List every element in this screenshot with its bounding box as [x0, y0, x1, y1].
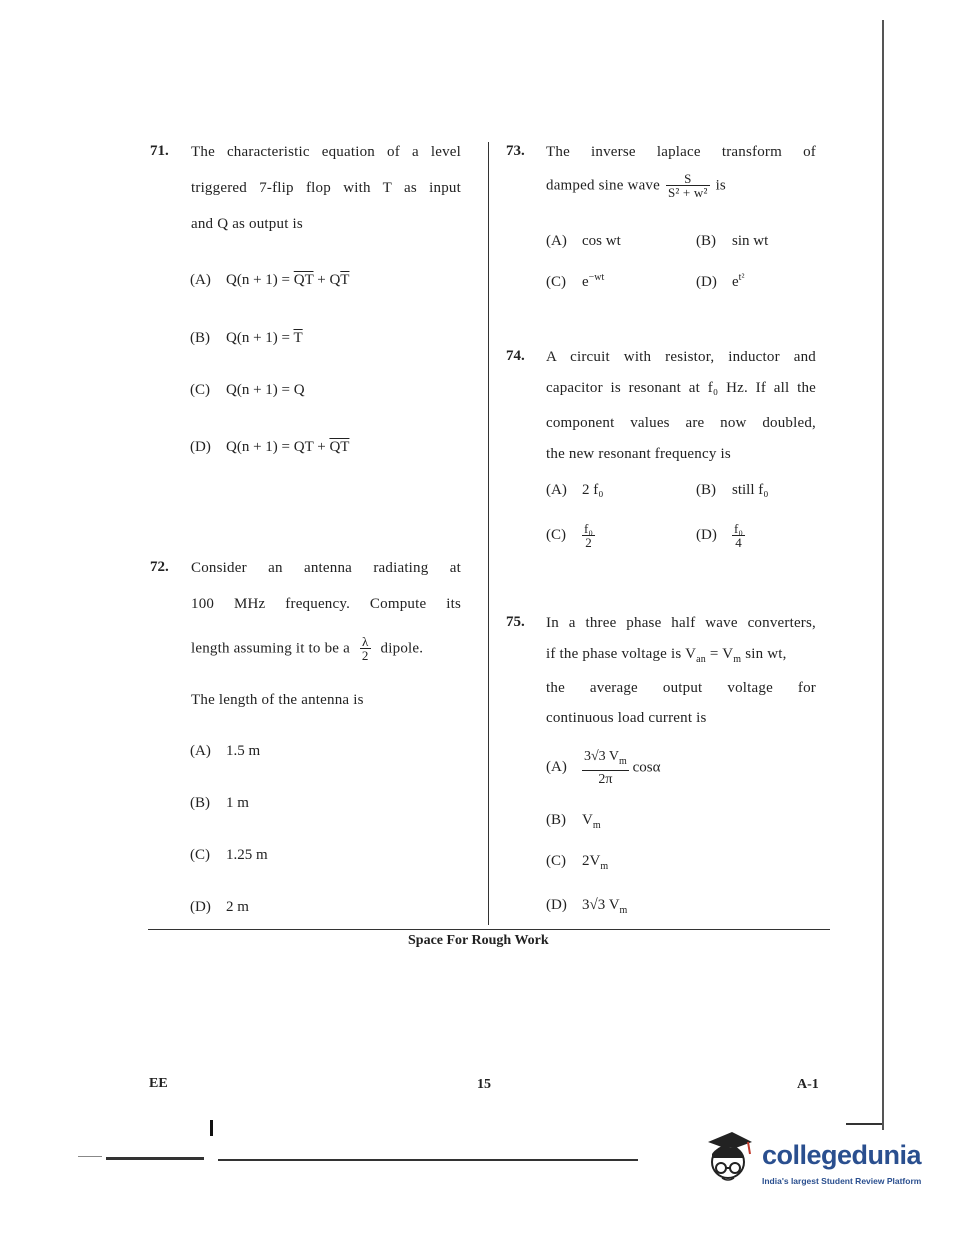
q71-option-d: (D) Q(n + 1) = QT + $\overline{QT}$	[190, 439, 350, 455]
brand-tagline: India's largest Student Review Platform	[762, 1176, 922, 1186]
column-divider	[488, 142, 489, 925]
scan-mark	[210, 1120, 213, 1136]
q72-option-d: (D) 2 m	[190, 899, 249, 915]
q71-option-c: (C) Q(n + 1) = Q	[190, 382, 305, 398]
option-label: (C)	[190, 382, 210, 398]
laplace-fraction: $\frac{S}{\text{S² + w²}}$	[667, 171, 708, 200]
q75-option-b: (B) $V_m$	[546, 812, 601, 831]
q71-line3: and Q as output is	[191, 216, 303, 232]
q72-option-c: (C) 1.25 m	[190, 847, 268, 863]
q74-option-a: (A) 2 f₀	[546, 482, 604, 498]
q71-option-b: (B) $Q(n + 1) = \overline{T}$	[190, 330, 303, 346]
q74-line1: A circuit with resistor, inductor and	[546, 349, 816, 365]
q72-option-b: (B) 1 m	[190, 795, 249, 811]
q72-line3: length assuming it to be a $\frac{\lambda}{2}$ dipole.	[191, 634, 424, 663]
option-label: (A)	[190, 272, 211, 288]
q72-option-a: (A) 1.5 m	[190, 743, 261, 759]
q72-line1: Consider an antenna radiating at	[191, 560, 461, 576]
q75-line3: the average output voltage for	[546, 680, 816, 696]
q72-line4: The length of the antenna is	[191, 692, 364, 708]
q75-number: 75.	[506, 614, 525, 630]
q74-line2: capacitor is resonant at f₀ Hz. If all the	[546, 380, 816, 396]
q73-number: 73.	[506, 143, 525, 159]
option-label: (B)	[190, 330, 210, 346]
q75-line2: if the phase voltage is $V_{an} = V_m$ sin wt,	[546, 646, 787, 665]
q73-option-b: (B) sin wt	[696, 233, 769, 249]
q74-number: 74.	[506, 348, 525, 364]
q75-option-c: (C) $2V_m$	[546, 853, 609, 872]
q74-option-b: (B) still f₀	[696, 482, 769, 498]
q74-option-d: (D) $\frac{\text{f₀}}{4}$	[696, 521, 743, 550]
q73-line1: The inverse laplace transform of	[546, 144, 816, 160]
rough-work-rule	[148, 929, 830, 930]
subject-code: EE	[149, 1076, 168, 1091]
q75-line4: continuous load current is	[546, 710, 707, 726]
lambda-over-two: $\frac{\lambda}{2}$	[361, 634, 369, 663]
q72-number: 72.	[150, 559, 169, 575]
q74-option-c: (C) $\frac{\text{f₀}}{2}$	[546, 521, 593, 550]
student-mascot-icon	[700, 1128, 758, 1188]
right-edge-line	[882, 20, 884, 1130]
bottom-rule-left	[106, 1157, 204, 1160]
collegedunia-logo	[700, 1128, 940, 1198]
q75-line1: In a three phase half wave converters,	[546, 615, 816, 631]
q72-line2: 100 MHz frequency. Compute its	[191, 596, 461, 612]
rough-work-caption: Space For Rough Work	[408, 933, 549, 948]
q71-line2: triggered 7-flip flop with T as input	[191, 180, 461, 196]
q73-line2: damped sine wave $\frac{S}{\text{S² + w²}}$ is	[546, 171, 726, 200]
brand-name: collegedunia	[762, 1140, 922, 1170]
q73-option-a: (A) cos wt	[546, 233, 621, 249]
right-edge-tick	[846, 1123, 882, 1125]
q71-number: 71.	[150, 143, 169, 159]
q73-option-c: (C) $e^{-wt}$	[546, 272, 605, 290]
page-number: 15	[477, 1077, 491, 1092]
q71-option-a: (A) $Q(n + 1) = \overline{QT} + Q\overline{T}$	[190, 272, 350, 288]
q71-line1: The characteristic equation of a level	[191, 144, 461, 160]
q74-line4: the new resonant frequency is	[546, 446, 731, 462]
q73-option-d: (D) $e^{t^2}$	[696, 272, 745, 290]
q74-line3: component values are now doubled,	[546, 415, 816, 431]
q75-option-a: (A) $\frac{3√3 V_m}{2\pi}$ cosα	[546, 749, 661, 787]
bottom-rule-mid	[218, 1159, 638, 1161]
option-label: (D)	[190, 439, 211, 455]
bottom-rule-thin	[78, 1156, 102, 1157]
booklet-series: A-1	[797, 1077, 819, 1092]
q75-option-d: (D) 3√3 $V_m$	[546, 897, 628, 916]
